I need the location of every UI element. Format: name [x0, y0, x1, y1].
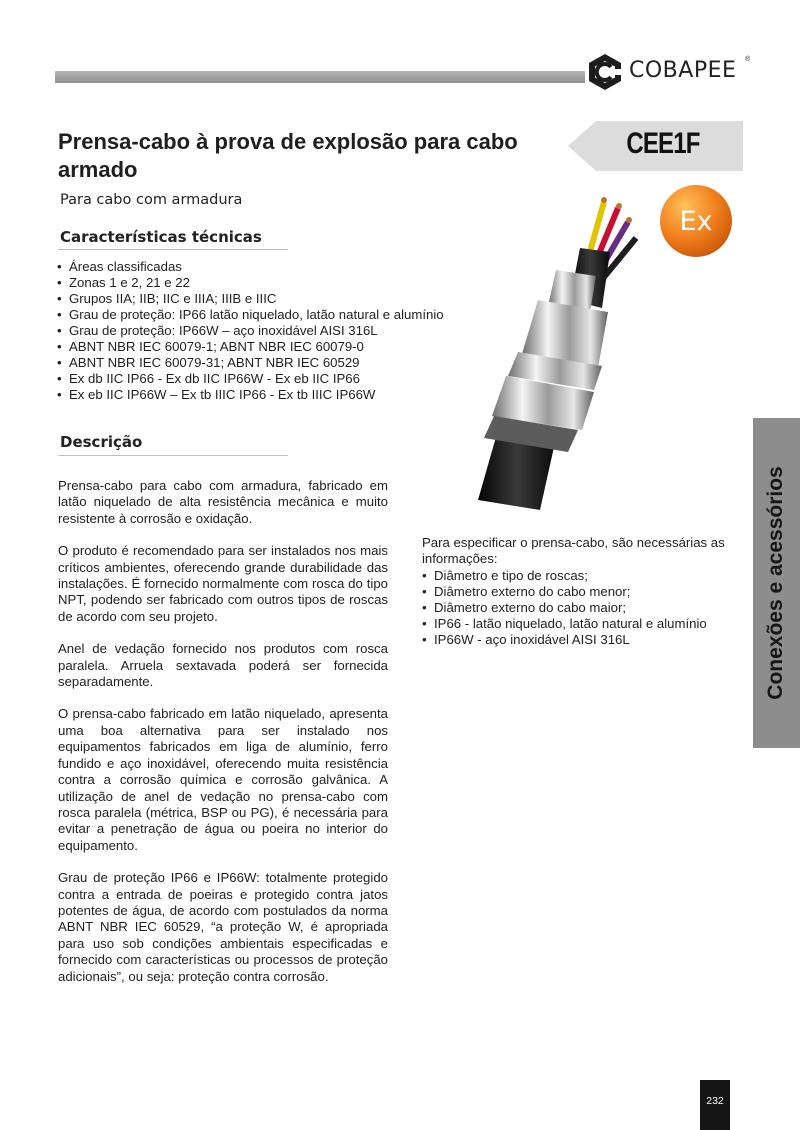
technical-divider	[58, 249, 288, 250]
list-item: • ABNT NBR IEC 60079-1; ABNT NBR IEC 60079-0	[57, 339, 364, 354]
technical-list	[57, 259, 444, 403]
description-paragraph: Prensa-cabo para cabo com armadura, fabricado em latão niquelado de alta resistência mecânica e muito resistente à corrosão e oxidação.	[58, 478, 388, 526]
list-item: • Ex db IIC IP66 - Ex db IIC IP66W - Ex eb IIC IP66	[57, 371, 360, 386]
description-paragraph: Grau de proteção IP66 e IP66W: totalmente protegido contra a entrada de poeiras e protegido contra jatos potentes de água, de acordo com postulados da norma ABNT NBR IEC 60529, “a proteção W, é apropriada para uso sob condições ambientais especificadas e fornecido com características ou processos de proteção adicionais”, ou seja: proteção contra corrosão.	[58, 870, 388, 984]
brand-name: COBAPEE	[629, 58, 737, 83]
product-subtitle: Para cabo com armadura	[60, 192, 243, 208]
registered-mark-icon: ®	[745, 56, 751, 63]
list-item: • Áreas classificadas	[57, 259, 182, 274]
list-item: • Diâmetro externo do cabo menor;	[422, 584, 631, 599]
list-item: • Grupos IIA; IIB; IIC e IIIA; IIIB e IIIC	[57, 291, 277, 306]
description-divider	[58, 455, 288, 456]
ex-badge-icon	[658, 183, 734, 259]
page-number: 232	[706, 1095, 724, 1107]
list-item: • Diâmetro externo do cabo maior;	[422, 600, 627, 615]
description-paragraph: O prensa-cabo fabricado em latão niquelado, apresenta uma boa alternativa para ser instalado nos equipamentos fabricados em liga de alumínio, ferro fundido e aço inoxidável, oferecendo muita resistência contra a corrosão química e corrosão galvânica. A utilização de anel de vedação no prensa-cabo com rosca paralela (métrica, BSP ou PG), é necessária para evitar a penetração de água ou poeira no interior do equipamento.	[58, 706, 388, 853]
brand-logo	[585, 52, 755, 92]
list-item: • ABNT NBR IEC 60079-31; ABNT NBR IEC 60529	[57, 355, 360, 370]
technical-heading: Características técnicas	[60, 228, 262, 246]
ex-badge-label: Ex	[679, 206, 713, 237]
list-item: • IP66W - aço inoxidável AISI 316L	[422, 632, 630, 647]
list-item: • Diâmetro e tipo de roscas;	[422, 568, 588, 583]
specification-list	[422, 568, 707, 648]
side-tab-label: Conexões e acessórios	[764, 466, 787, 700]
product-code: CEE1F	[626, 127, 700, 160]
description-paragraph: O produto é recomendado para ser instalados nos mais críticos ambientes, oferecendo grande durabilidade das instalações. É fornecido normalmente com rosca do tipo NPT, podendo ser fabricado com outros tipos de roscas de acordo com seu projeto.	[58, 543, 388, 624]
specification-intro: Para especificar o prensa-cabo, são necessárias as informações:	[422, 535, 725, 567]
list-item: • Zonas 1 e 2, 21 e 22	[57, 275, 190, 290]
list-item: • IP66 - latão niquelado, latão natural e alumínio	[422, 616, 707, 631]
list-item: • Grau de proteção: IP66W – aço inoxidável AISI 316L	[57, 323, 378, 338]
page-number-box	[700, 1080, 730, 1130]
page-title: Prensa-cabo à prova de explosão para cabo armado	[58, 129, 518, 182]
section-side-tab	[753, 418, 800, 748]
description-paragraph: Anel de vedação fornecido nos produtos com rosca paralela. Arruela sextavada poderá ser fornecida separadamente.	[58, 641, 388, 690]
product-code-tab	[568, 121, 743, 171]
list-item: • Grau de proteção: IP66 latão niquelado, latão natural e alumínio	[57, 307, 444, 322]
description-body	[58, 478, 388, 1001]
cobapee-logo-icon	[585, 52, 625, 92]
list-item: • Ex eb IIC IP66W – Ex tb IIIC IP66 - Ex tb IIIC IP66W	[57, 387, 376, 402]
header-bar	[55, 71, 585, 83]
description-heading: Descrição	[60, 433, 143, 451]
cable-gland-image	[478, 180, 648, 510]
